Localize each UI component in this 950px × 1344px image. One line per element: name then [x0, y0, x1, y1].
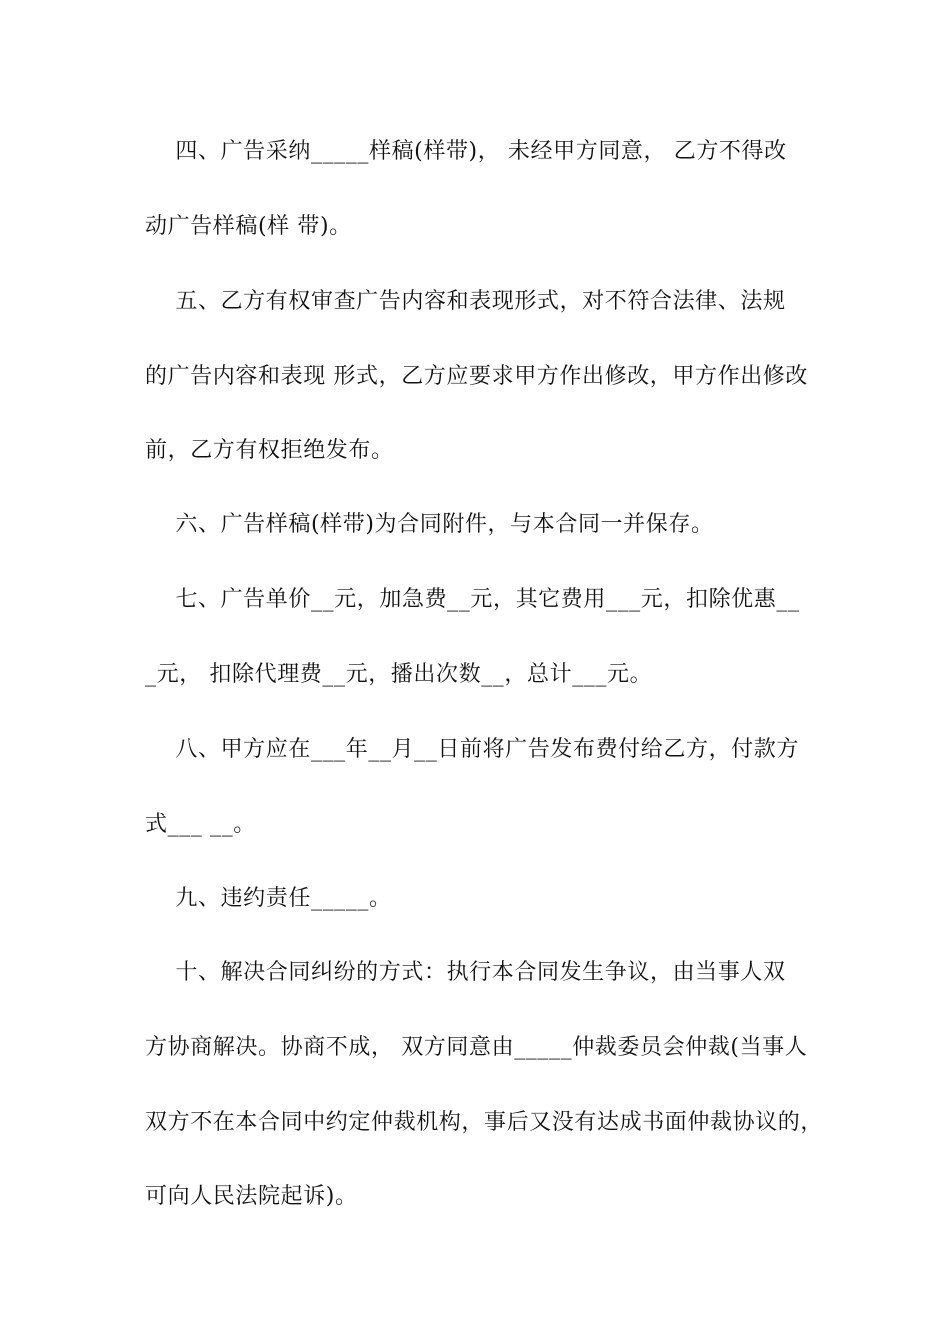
text-line-4: 的广告内容和表现 形式，乙方应要求甲方作出修改，甲方作出修改 [145, 364, 808, 389]
text-line-9: 八、甲方应在___年__月__日前将广告发布费付给乙方，付款方 [145, 737, 799, 762]
text-line-7: 七、广告单价__元，加急费__元，其它费用___元，扣除优惠__ [145, 587, 800, 612]
text-line-15: 可向人民法院起诉)。 [145, 1184, 358, 1209]
text-line-11: 九、违约责任_____。 [145, 886, 392, 911]
text-line-10: 式___ __。 [145, 812, 256, 837]
text-line-3: 五、乙方有权审查广告内容和表现形式，对不符合法律、法规 [145, 289, 786, 314]
text-line-13: 方协商解决。协商不成， 双方同意由_____仲裁委员会仲裁(当事人 [145, 1035, 808, 1060]
text-line-6: 六、广告样稿(样带)为合同附件，与本合同一并保存。 [145, 512, 714, 537]
text-line-5: 前，乙方有权拒绝发布。 [145, 438, 394, 463]
text-line-1: 四、广告采纳_____样稿(样带)， 未经甲方同意， 乙方不得改 [145, 139, 787, 164]
text-line-14: 双方不在本合同中约定仲裁机构，事后又没有达成书面仲裁协议的， [145, 1110, 824, 1135]
text-line-8: _元， 扣除代理费__元，播出次数__，总计___元。 [145, 662, 653, 687]
text-line-12: 十、解决合同纠纷的方式：执行本合同发生争议，由当事人双 [145, 960, 786, 985]
text-line-2: 动广告样稿(样 带)。 [145, 214, 352, 239]
